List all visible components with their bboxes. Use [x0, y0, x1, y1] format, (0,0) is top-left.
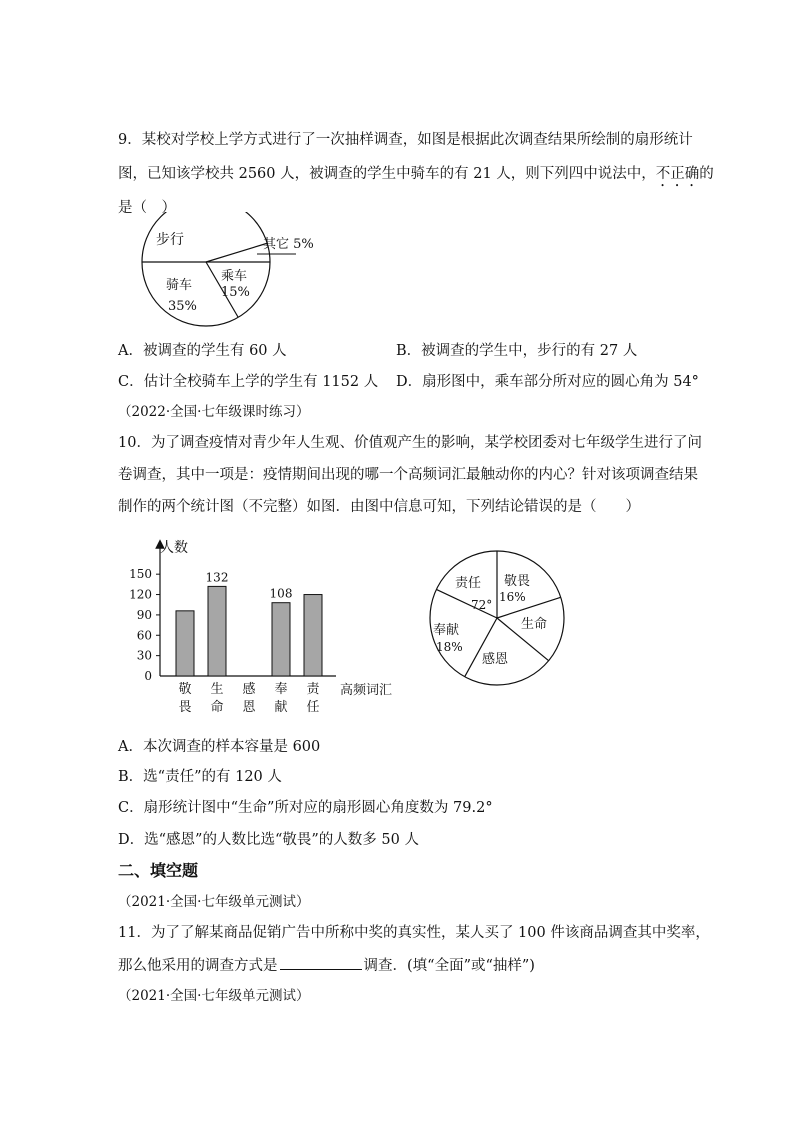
bar-category-label: 任 [306, 700, 320, 715]
q11-source: （2021·全国·七年级单元测试） [118, 988, 310, 1004]
q9-line-2-pre: 图，已知该学校共 2560 人，被调查的学生中骑车的有 21 人，则下列四中说法中， [118, 166, 656, 182]
bar-data-label: 108 [269, 586, 293, 601]
bar-category-label: 恩 [242, 700, 256, 715]
q9-option-c: C．估计全校骑车上学的学生有 1152 人 [118, 374, 379, 390]
q9-pie-chart [118, 212, 348, 362]
bar-y-tick-label: 30 [136, 648, 152, 663]
q10-option-b: B．选“责任”的有 120 人 [118, 769, 282, 785]
q10-pie-chart [425, 550, 575, 700]
q10-pie-dedication-name: 奉献 [433, 623, 460, 638]
q10-bar-ylabel: 人数 [160, 540, 188, 556]
q9-line-3: 是（ ） [118, 200, 176, 216]
q10-bar-xlabel: 高频词汇 [340, 683, 393, 698]
bar-y-tick-label: 150 [129, 567, 152, 582]
bar-1 [208, 586, 226, 676]
bar-4 [304, 595, 322, 676]
q11-line-1: 11．为了了解某商品促销广告中所称中奖的真实性，某人买了 100 件该商品调查其中奖率， [118, 925, 710, 941]
pie2-divider-3 [465, 618, 497, 677]
bar-category-label: 献 [274, 700, 288, 715]
bar-category-label: 责 [306, 682, 320, 697]
q10-pie-awe-pct: 16% [499, 590, 526, 604]
q10-pie-dedication-pct: 18% [436, 640, 463, 654]
bar-category-label: 生 [210, 682, 224, 697]
bar-category-label: 奉 [274, 682, 288, 697]
bar-0 [176, 611, 194, 676]
bar-category-label: 畏 [178, 700, 192, 715]
q9-pie-ride-name: 乘车 [221, 269, 248, 284]
q10-option-c: C．扇形统计图中“生命”所对应的扇形圆心角度数为 79.2° [118, 800, 493, 816]
q10-option-d: D．选“感恩”的人数比选“敬畏”的人数多 50 人 [118, 832, 419, 848]
q10-pie-responsibility-angle: 72° [471, 598, 493, 612]
bar-y-tick-label: 120 [129, 587, 152, 602]
bar-category-label: 敬 [178, 682, 192, 697]
q9-line-2 [118, 164, 714, 190]
q9-pie-other-label: 其它 5% [263, 237, 314, 252]
q9-option-d: D．扇形图中，乘车部分所对应的圆心角为 54° [396, 374, 699, 390]
q9-pie-outline [142, 212, 270, 326]
q10-pie-responsibility-name: 责任 [455, 576, 482, 591]
q11-line-2-post: 调查．(填“全面”或“抽样”) [363, 958, 535, 974]
bar-y-tick-label: 90 [136, 607, 152, 622]
q10-pie-gratitude-name: 感恩 [482, 652, 509, 667]
q9-pie-ride-pct: 15% [221, 285, 250, 300]
q10-bar-layer [129, 544, 336, 715]
bar-3 [272, 603, 290, 676]
q10-pie-life-name: 生命 [521, 617, 548, 632]
q10-line-1: 10．为了调查疫情对青少年人生观、价值观产生的影响，某学校团委对七年级学生进行了问 [118, 435, 702, 451]
q11-line-2 [118, 955, 535, 976]
bar-category-label: 感 [242, 682, 256, 697]
q9-line-2-post: 的 [699, 166, 714, 182]
bar-category-label: 命 [210, 700, 224, 715]
q9-pie-bike-pct: 35% [168, 299, 197, 314]
q9-option-a: A．被调查的学生有 60 人 [118, 343, 287, 359]
q10-pie-awe-name: 敬畏 [504, 574, 531, 589]
q11-line-2-pre: 那么他采用的调查方式是 [118, 958, 278, 974]
q10-line-2: 卷调查，其中一项是：疫情期间出现的哪一个高频词汇最触动你的内心？针对该项调查结果 [118, 467, 698, 483]
bar-y-tick-label: 0 [144, 669, 152, 683]
q9-pie-walk-label: 步行 [156, 232, 184, 248]
q9-emphasis-incorrect: 不正确 [655, 166, 700, 182]
bar-y-tick-label: 60 [136, 628, 152, 643]
q10-option-a: A．本次调查的样本容量是 600 [118, 739, 321, 755]
q9-pie-bike-name: 骑车 [166, 278, 193, 293]
q10-line-3: 制作的两个统计图（不完整）如图．由图中信息可知，下列结论错误的是（ ） [118, 499, 640, 515]
q11-answer-blank[interactable] [280, 955, 362, 970]
q10-bar-chart [118, 530, 418, 715]
q9-option-b: B．被调查的学生中，步行的有 27 人 [396, 343, 638, 359]
q9-pie-divider-ride-other [206, 243, 268, 262]
section-title: 二、填空题 [118, 861, 199, 880]
q9-line-1: 9．某校对学校上学方式进行了一次抽样调查，如图是根据此次调查结果所绘制的扇形统计 [118, 132, 693, 148]
q9-source: （2022·全国·七年级课时练习） [118, 404, 310, 420]
section-source: （2021·全国·七年级单元测试） [118, 894, 310, 910]
bar-data-label: 132 [205, 570, 229, 585]
